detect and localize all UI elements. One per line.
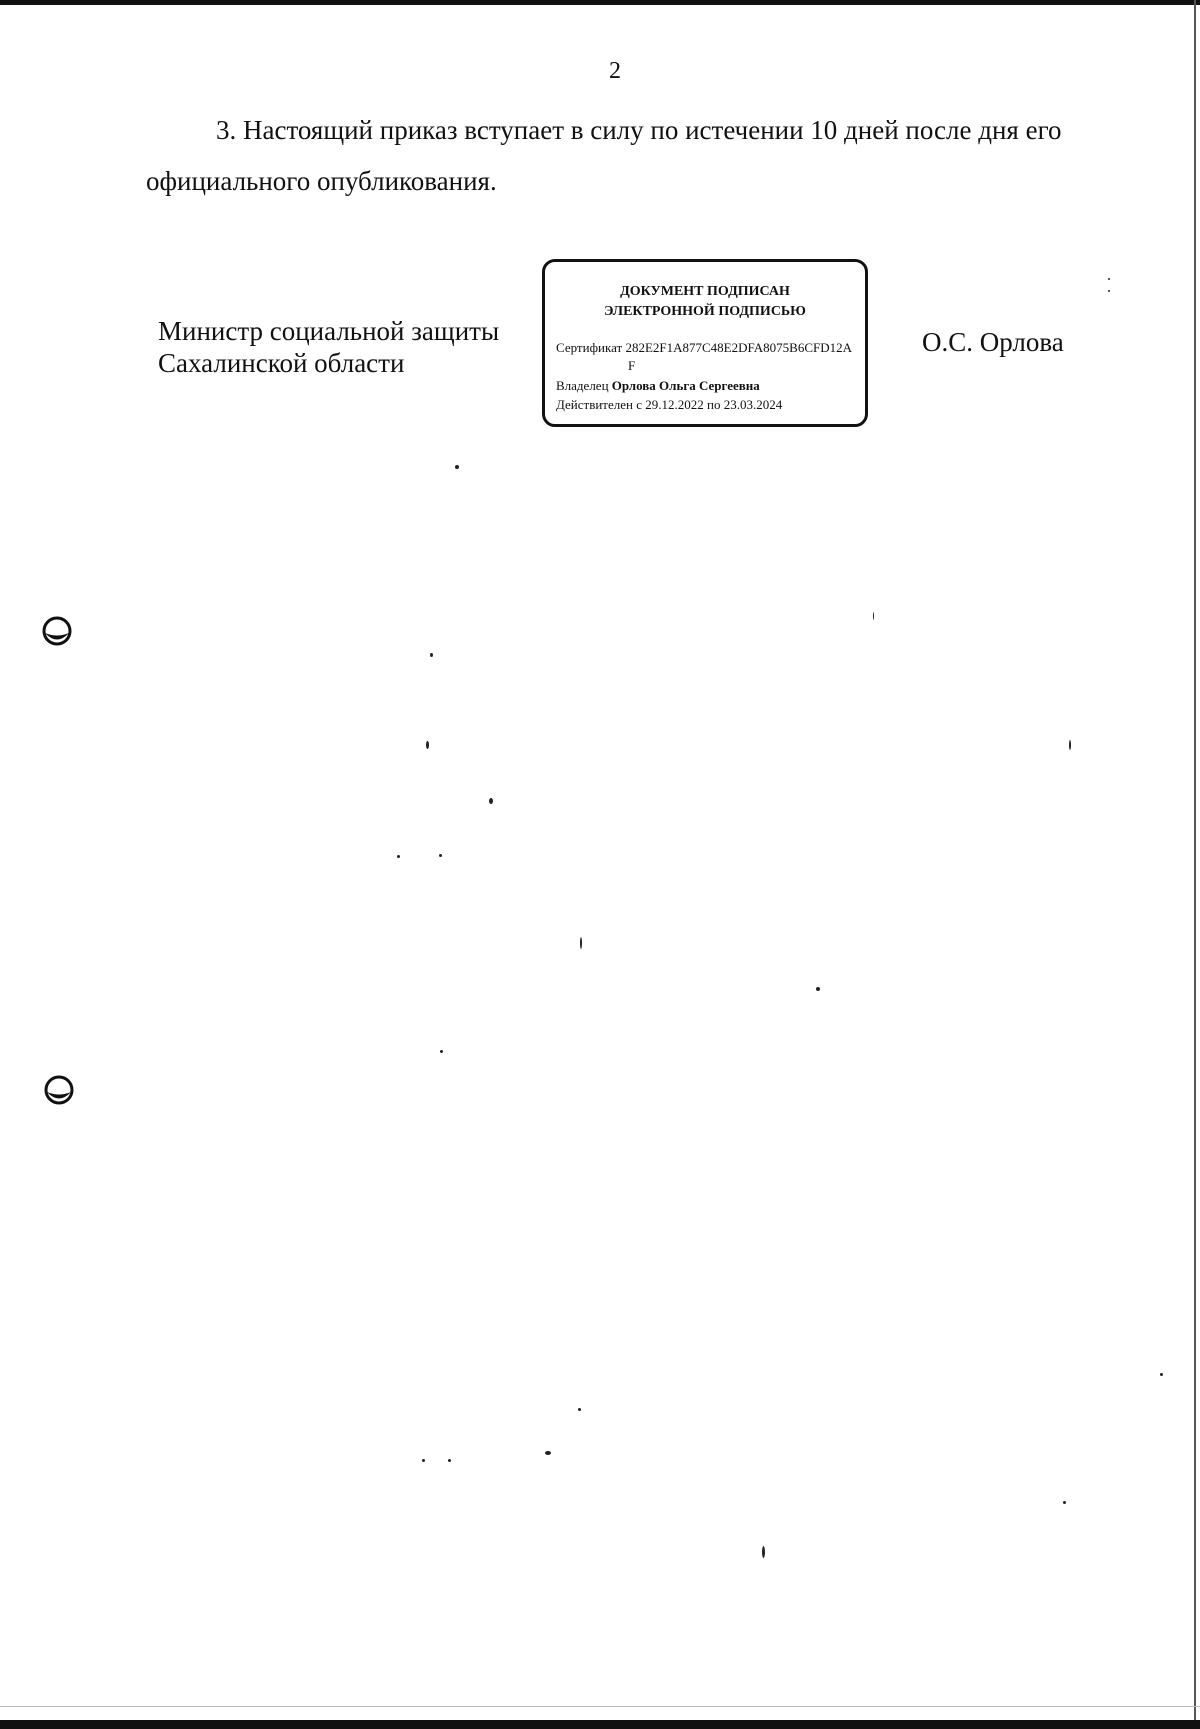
scan-speck [397, 855, 400, 858]
scan-speck [439, 854, 442, 857]
scan-border-right [1194, 0, 1196, 1729]
scan-speck [762, 1546, 765, 1558]
scan-speck [873, 612, 874, 620]
scan-speck [1160, 1373, 1163, 1376]
scan-speck [1108, 278, 1110, 280]
page-number: 2 [609, 58, 621, 84]
scan-speck [440, 1050, 443, 1053]
punch-hole-icon [42, 616, 72, 646]
scan-speck [545, 1451, 551, 1455]
scan-speck [426, 741, 429, 749]
scan-speck [448, 1459, 451, 1462]
stamp-validity: Действителен с 29.12.2022 по 23.03.2024 [556, 397, 783, 412]
scan-speck [489, 798, 493, 804]
body-paragraph-line-1: 3. Настоящий приказ вступает в силу по истечении 10 дней после дня его [216, 115, 1062, 145]
stamp-heading-line-2: ЭЛЕКТРОННОЙ ПОДПИСЬЮ [604, 304, 806, 319]
scan-speck [1108, 290, 1110, 292]
electronic-signature-stamp [542, 259, 868, 427]
scan-speck [580, 937, 582, 949]
stamp-owner-label: Владелец [556, 378, 609, 393]
stamp-certificate-value: 282E2F1A877C48E2DFA8075B6CFD12A [625, 340, 852, 355]
scan-speck [422, 1459, 425, 1462]
scan-speck [816, 987, 820, 991]
signer-title [158, 315, 499, 379]
scan-border-top [0, 0, 1200, 5]
stamp-heading [545, 282, 865, 322]
signer-title-line-1: Министр социальной защиты [158, 316, 500, 346]
stamp-owner [556, 376, 760, 395]
scan-speck [1069, 740, 1071, 750]
signer-title-line-2: Сахалинской области [158, 348, 405, 378]
stamp-owner-value: Орлова Ольга Сергеевна [611, 378, 760, 393]
scan-speck [1063, 1501, 1066, 1504]
signer-name: О.С. Орлова [922, 327, 1064, 357]
stamp-heading-line-1: ДОКУМЕНТ ПОДПИСАН [620, 284, 790, 299]
stamp-certificate-label: Сертификат [556, 340, 623, 355]
stamp-certificate-value-continued: F [628, 358, 636, 373]
punch-hole-icon [44, 1075, 74, 1105]
body-paragraph-line-2: официального опубликования. [146, 166, 497, 196]
scan-border-bottom-line [0, 1706, 1200, 1707]
scan-border-bottom [0, 1720, 1200, 1729]
stamp-certificate [556, 338, 852, 357]
scan-speck [455, 465, 459, 469]
scan-speck [578, 1408, 581, 1411]
scan-speck [430, 653, 433, 657]
